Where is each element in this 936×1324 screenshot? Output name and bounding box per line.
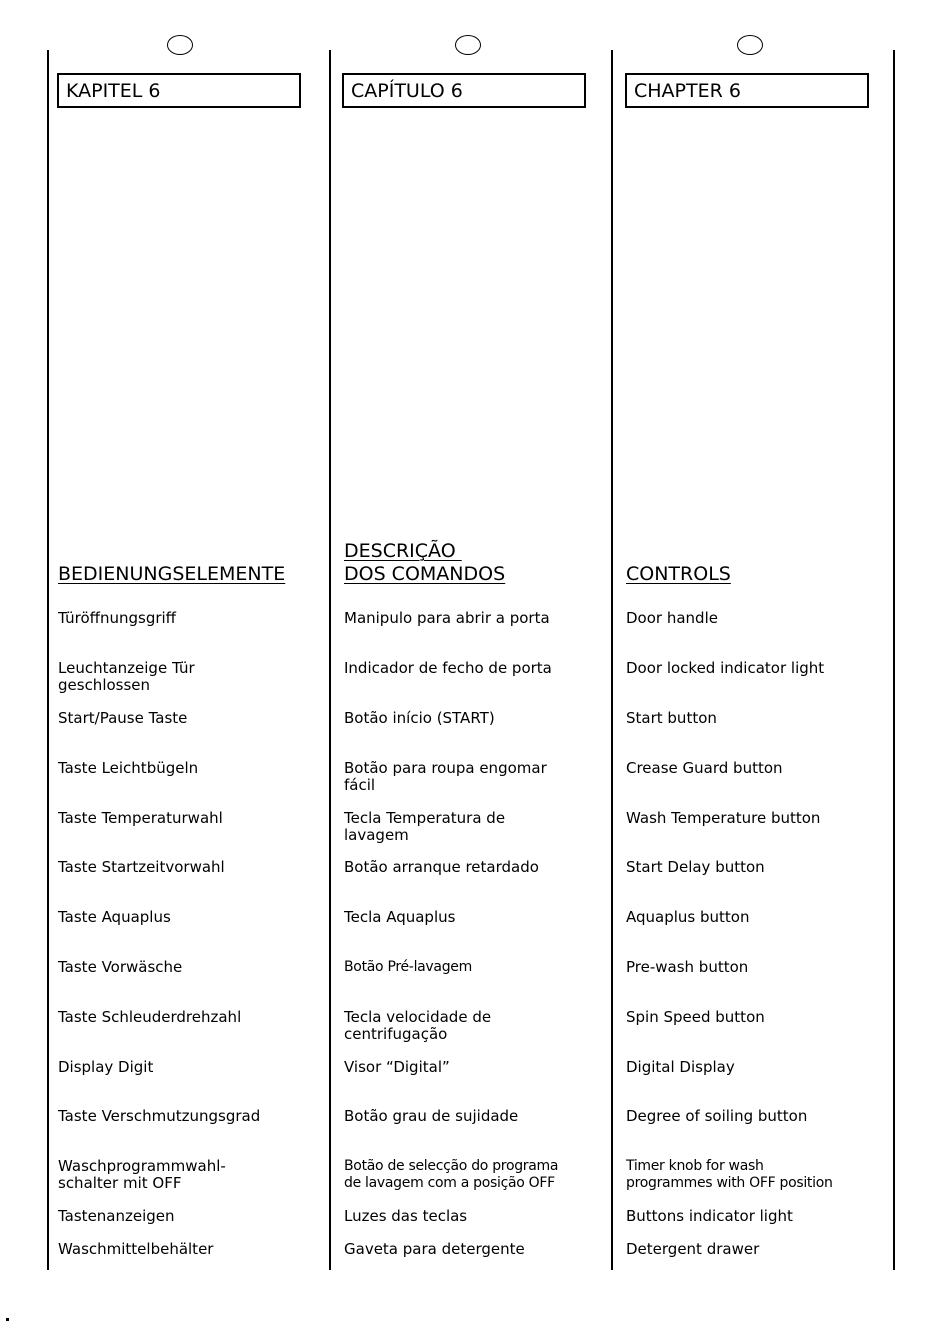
control-item-line: Manipulo para abrir a porta bbox=[344, 609, 550, 627]
column-divider-left bbox=[47, 50, 49, 1270]
control-item-pt bbox=[344, 1208, 467, 1225]
control-item-de bbox=[58, 909, 171, 926]
control-item-line: Waschmittelbehälter bbox=[58, 1240, 214, 1258]
control-item-pt bbox=[344, 909, 455, 926]
control-item-en bbox=[626, 1108, 807, 1125]
control-item-en bbox=[626, 1009, 765, 1026]
control-item-de bbox=[58, 660, 195, 694]
control-item-de bbox=[58, 959, 182, 976]
chapter-title-de: KAPITEL 6 bbox=[57, 73, 301, 108]
control-item-pt bbox=[344, 1059, 450, 1076]
control-item-de bbox=[58, 1208, 175, 1225]
control-item-line: Luzes das teclas bbox=[344, 1207, 468, 1225]
control-item-line: Tastenanzeigen bbox=[58, 1207, 175, 1225]
control-item-en bbox=[626, 710, 717, 727]
control-item-en bbox=[626, 760, 783, 777]
control-item-pt bbox=[344, 1108, 518, 1125]
control-item-line: Door handle bbox=[626, 609, 718, 627]
column-divider-right bbox=[893, 50, 895, 1270]
section-heading-line: CONTROLS bbox=[626, 563, 731, 585]
section-heading-en bbox=[626, 563, 731, 586]
control-item-line: de lavagem com a posição OFF bbox=[344, 1175, 555, 1191]
section-heading-line: BEDIENUNGSELEMENTE bbox=[58, 563, 286, 585]
control-item-line: Aquaplus button bbox=[626, 908, 750, 926]
control-item-pt bbox=[344, 710, 495, 727]
control-item-line: Taste Temperaturwahl bbox=[58, 809, 223, 827]
language-circle-icon-de bbox=[167, 35, 193, 55]
language-circle-icon-en bbox=[737, 35, 763, 55]
control-item-line: Tecla velocidade de bbox=[344, 1008, 492, 1026]
control-item-line: Botão arranque retardado bbox=[344, 858, 539, 876]
control-item-en bbox=[626, 1059, 735, 1076]
control-item-en bbox=[626, 859, 765, 876]
control-item-de bbox=[58, 1009, 241, 1026]
control-item-pt bbox=[344, 810, 505, 844]
control-item-de bbox=[58, 810, 223, 827]
control-item-line: programmes with OFF position bbox=[626, 1175, 833, 1191]
control-item-line: Start button bbox=[626, 709, 717, 727]
control-item-de bbox=[58, 1108, 260, 1125]
control-item-line: Türöffnungsgriff bbox=[58, 609, 177, 627]
control-item-line: Leuchtanzeige Tür bbox=[58, 659, 195, 677]
chapter-title-en: CHAPTER 6 bbox=[625, 73, 869, 108]
control-item-line: Taste Schleuderdrehzahl bbox=[58, 1008, 242, 1026]
control-item-line: Start/Pause Taste bbox=[58, 709, 188, 727]
control-item-pt bbox=[344, 1241, 525, 1258]
control-item-de bbox=[58, 1158, 226, 1192]
control-item-line: Tecla Temperatura de bbox=[344, 809, 506, 827]
control-item-line: Display Digit bbox=[58, 1058, 154, 1076]
control-item-line: Taste Verschmutzungsgrad bbox=[58, 1107, 261, 1125]
chapter-title-pt: CAPÍTULO 6 bbox=[342, 73, 586, 108]
control-item-de bbox=[58, 760, 198, 777]
language-circle-icon-pt bbox=[455, 35, 481, 55]
control-item-de bbox=[58, 1241, 213, 1258]
control-item-line: centrifugação bbox=[344, 1025, 448, 1043]
section-heading-pt bbox=[344, 540, 505, 586]
control-item-line: Gaveta para detergente bbox=[344, 1240, 525, 1258]
control-item-line: Taste Vorwäsche bbox=[58, 958, 183, 976]
control-item-de bbox=[58, 859, 225, 876]
control-item-pt bbox=[344, 859, 539, 876]
control-item-line: Botão de selecção do programa bbox=[344, 1158, 559, 1174]
control-item-en bbox=[626, 810, 820, 827]
control-item-line: Door locked indicator light bbox=[626, 659, 825, 677]
control-item-line: schalter mit OFF bbox=[58, 1174, 182, 1192]
control-item-line: Visor “Digital” bbox=[344, 1058, 450, 1076]
control-item-line: Spin Speed button bbox=[626, 1008, 765, 1026]
control-item-line: Botão para roupa engomar bbox=[344, 759, 547, 777]
control-item-en bbox=[626, 660, 824, 677]
control-item-en bbox=[626, 610, 718, 627]
control-item-en bbox=[626, 1158, 833, 1192]
section-heading-line: DOS COMANDOS bbox=[344, 563, 506, 585]
control-item-en bbox=[626, 1241, 759, 1258]
control-item-line: Botão grau de sujidade bbox=[344, 1107, 519, 1125]
control-item-de bbox=[58, 710, 187, 727]
control-item-pt bbox=[344, 610, 550, 627]
control-item-en bbox=[626, 959, 748, 976]
control-item-line: Crease Guard button bbox=[626, 759, 783, 777]
control-item-line: Pre-wash button bbox=[626, 958, 749, 976]
column-divider-2 bbox=[611, 50, 613, 1270]
control-item-de bbox=[58, 610, 176, 627]
control-item-line: Buttons indicator light bbox=[626, 1207, 793, 1225]
control-item-line: geschlossen bbox=[58, 676, 151, 694]
control-item-line: Taste Startzeitvorwahl bbox=[58, 858, 225, 876]
control-item-line: Taste Leichtbügeln bbox=[58, 759, 199, 777]
control-item-pt bbox=[344, 1158, 558, 1192]
control-item-pt bbox=[344, 660, 552, 677]
control-item-line: Start Delay button bbox=[626, 858, 765, 876]
control-item-line: Botão Pré-lavagem bbox=[344, 959, 472, 975]
control-item-pt bbox=[344, 959, 472, 976]
control-item-line: Taste Aquaplus bbox=[58, 908, 171, 926]
control-item-line: Degree of soiling button bbox=[626, 1107, 808, 1125]
control-item-pt bbox=[344, 1009, 491, 1043]
control-item-line: Wash Temperature button bbox=[626, 809, 821, 827]
control-item-pt bbox=[344, 760, 547, 794]
control-item-line: Detergent drawer bbox=[626, 1240, 760, 1258]
control-item-de bbox=[58, 1059, 153, 1076]
control-item-line: lavagem bbox=[344, 826, 409, 844]
control-item-line: Indicador de fecho de porta bbox=[344, 659, 552, 677]
control-item-line: Timer knob for wash bbox=[626, 1158, 764, 1174]
page-mark bbox=[6, 1318, 9, 1321]
section-heading-de bbox=[58, 563, 285, 586]
control-item-line: Tecla Aquaplus bbox=[344, 908, 456, 926]
section-heading-line: DESCRIÇÃO bbox=[344, 540, 462, 562]
control-item-en bbox=[626, 1208, 793, 1225]
control-item-en bbox=[626, 909, 749, 926]
control-item-line: Waschprogrammwahl- bbox=[58, 1157, 226, 1175]
control-item-line: fácil bbox=[344, 776, 376, 794]
control-item-line: Digital Display bbox=[626, 1058, 735, 1076]
column-divider-1 bbox=[329, 50, 331, 1270]
control-item-line: Botão início (START) bbox=[344, 709, 495, 727]
